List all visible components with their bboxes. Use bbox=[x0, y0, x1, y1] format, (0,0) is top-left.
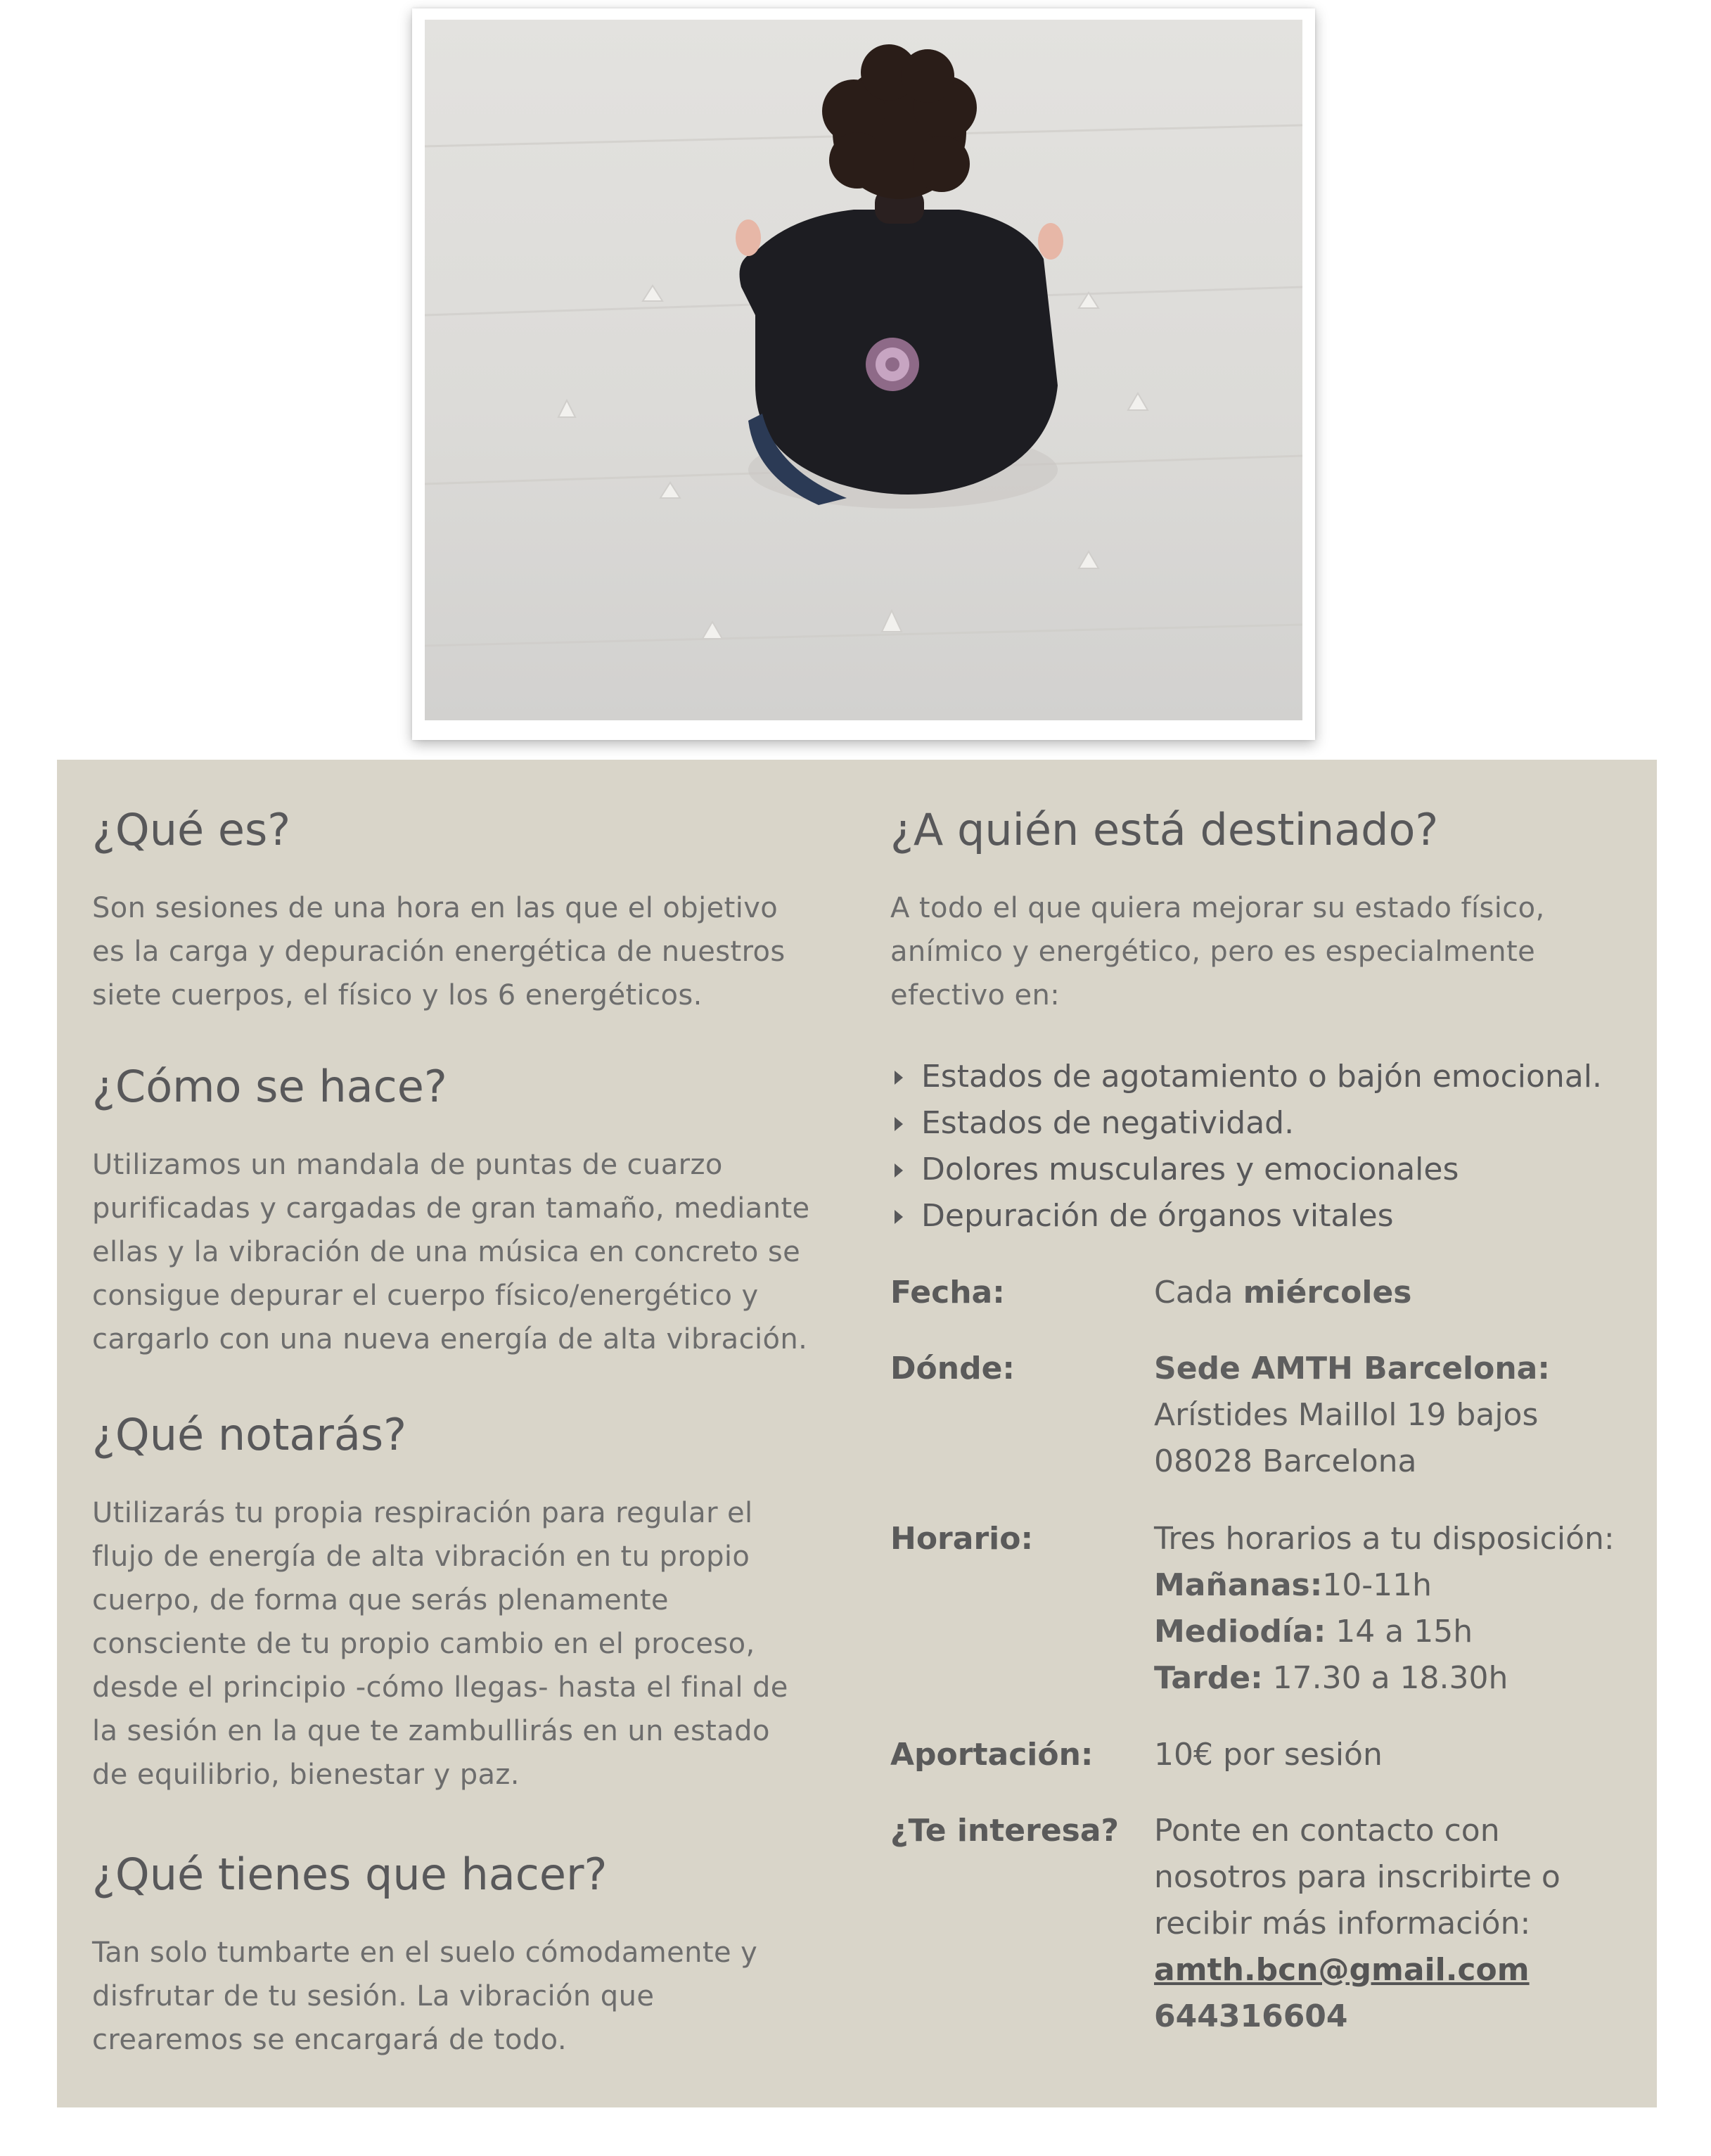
text-line: purificadas y cargadas de gran tamaño, mediante bbox=[92, 1192, 810, 1225]
que-tienes-que-hacer-heading: ¿Qué tienes que hacer? bbox=[92, 1849, 608, 1900]
interesa-value bbox=[1154, 1808, 1561, 2040]
text-line: desde el principio -cómo llegas- hasta el final de bbox=[92, 1671, 788, 1704]
text-line: efectivo en: bbox=[890, 979, 1060, 1012]
fecha-prefix: Cada bbox=[1154, 1275, 1243, 1310]
target-list bbox=[890, 1054, 1602, 1239]
triangle-bullet-icon bbox=[895, 1210, 903, 1224]
donde-label: Dónde: bbox=[890, 1351, 1015, 1386]
meditation-photo bbox=[425, 20, 1302, 720]
horario-slot bbox=[1154, 1655, 1615, 1702]
email-link[interactable]: amth.bcn@gmail.com bbox=[1154, 1952, 1530, 1988]
list-item bbox=[890, 1147, 1602, 1193]
slot-name: Tarde: bbox=[1154, 1660, 1263, 1696]
text-line: anímico y energético, pero es especialmente bbox=[890, 936, 1536, 968]
interesa-label: ¿Te interesa? bbox=[890, 1813, 1120, 1849]
list-item-label: Depuración de órganos vitales bbox=[921, 1198, 1394, 1234]
text-line: flujo de energía de alta vibración en tu propio bbox=[92, 1541, 750, 1573]
text-line: disfrutar de tu sesión. La vibración que bbox=[92, 1980, 655, 2013]
text-line: crearemos se encargará de todo. bbox=[92, 2024, 567, 2056]
address-line: Sede AMTH Barcelona: bbox=[1154, 1351, 1550, 1386]
como-se-hace-text bbox=[92, 1143, 873, 1361]
horario-value bbox=[1154, 1516, 1615, 1702]
info-panel bbox=[57, 760, 1657, 2107]
text-line: cargarlo con una nueva energía de alta vibración. bbox=[92, 1323, 808, 1356]
slot-time: 14 a 15h bbox=[1326, 1614, 1473, 1650]
list-item-label: Estados de agotamiento o bajón emocional. bbox=[921, 1059, 1602, 1095]
que-tienes-que-hacer-text bbox=[92, 1931, 873, 2062]
text-line: A todo el que quiera mejorar su estado físico, bbox=[890, 892, 1545, 924]
triangle-bullet-icon bbox=[895, 1163, 903, 1178]
aportacion-label: Aportación: bbox=[890, 1737, 1094, 1773]
a-quien-text bbox=[890, 886, 1629, 1017]
phone-number: 644316604 bbox=[1154, 1998, 1348, 2034]
list-item-label: Estados de negatividad. bbox=[921, 1105, 1295, 1141]
list-item bbox=[890, 1193, 1602, 1239]
text-line: ellas y la vibración de una música en concreto se bbox=[92, 1236, 801, 1268]
fecha-value bbox=[1154, 1270, 1411, 1316]
address-line: Arístides Maillol 19 bajos bbox=[1154, 1397, 1539, 1433]
text-line: es la carga y depuración energética de nuestros bbox=[92, 936, 786, 968]
list-item-label: Dolores musculares y emocionales bbox=[921, 1152, 1459, 1187]
como-se-hace-heading: ¿Cómo se hace? bbox=[92, 1061, 447, 1112]
slot-time: 10-11h bbox=[1322, 1567, 1433, 1603]
slot-name: Mediodía: bbox=[1154, 1614, 1326, 1650]
fecha-day: miércoles bbox=[1243, 1275, 1412, 1310]
slot-name: Mañanas: bbox=[1154, 1567, 1323, 1603]
horario-label: Horario: bbox=[890, 1521, 1034, 1557]
text-line: Utilizamos un mandala de puntas de cuarzo bbox=[92, 1149, 723, 1181]
aportacion-value bbox=[1154, 1732, 1383, 1778]
triangle-bullet-icon bbox=[895, 1071, 903, 1085]
text-line: cuerpo, de forma que serás plenamente bbox=[92, 1584, 669, 1616]
que-es-text bbox=[92, 886, 795, 1017]
a-quien-heading: ¿A quién está destinado? bbox=[890, 804, 1439, 855]
contact-line: Ponte en contacto con bbox=[1154, 1813, 1500, 1849]
photo-frame bbox=[412, 8, 1315, 740]
horario-slot bbox=[1154, 1562, 1615, 1609]
address-line: 08028 Barcelona bbox=[1154, 1443, 1417, 1479]
horario-slot bbox=[1154, 1609, 1615, 1655]
contact-line: recibir más información: bbox=[1154, 1906, 1531, 1941]
slot-time: 17.30 a 18.30h bbox=[1262, 1660, 1508, 1696]
price-text: 10€ por sesión bbox=[1154, 1737, 1383, 1773]
text-line: Tan solo tumbarte en el suelo cómodamente y bbox=[92, 1937, 758, 1969]
que-notaras-heading: ¿Qué notarás? bbox=[92, 1409, 407, 1460]
text-line: de equilibrio, bienestar y paz. bbox=[92, 1759, 520, 1791]
triangle-bullet-icon bbox=[895, 1117, 903, 1131]
text-line: Son sesiones de una hora en las que el objetivo bbox=[92, 892, 778, 924]
text-line: siete cuerpos, el físico y los 6 energéticos. bbox=[92, 979, 703, 1012]
donde-value bbox=[1154, 1346, 1550, 1485]
text-line: Utilizarás tu propia respiración para regular el bbox=[92, 1497, 753, 1529]
list-item bbox=[890, 1054, 1602, 1100]
que-es-heading: ¿Qué es? bbox=[92, 804, 291, 855]
contact-line: nosotros para inscribirte o bbox=[1154, 1859, 1561, 1895]
horario-intro: Tres horarios a tu disposición: bbox=[1154, 1521, 1615, 1557]
text-line: la sesión en la que te zambullirás en un estado bbox=[92, 1715, 770, 1747]
meditation-illustration bbox=[425, 20, 1302, 720]
que-notaras-text bbox=[92, 1491, 873, 1797]
text-line: consigue depurar el cuerpo físico/energético y bbox=[92, 1280, 759, 1312]
text-line: consciente de tu propio cambio en el proceso, bbox=[92, 1628, 755, 1660]
list-item bbox=[890, 1100, 1602, 1147]
fecha-label: Fecha: bbox=[890, 1275, 1005, 1310]
